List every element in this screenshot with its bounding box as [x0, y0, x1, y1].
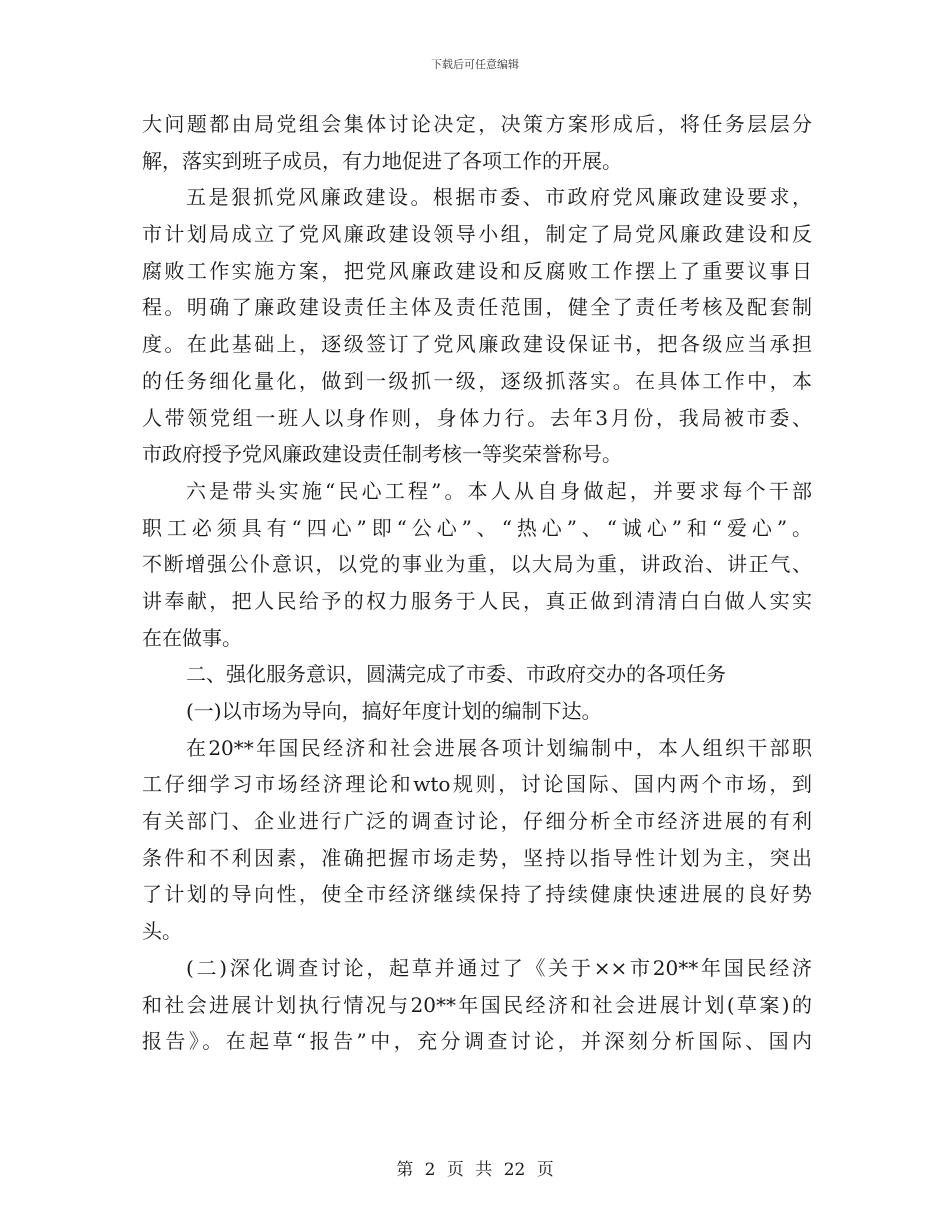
- text-line: 了计划的导向性，使全市经济继续保持了持续健康快速进展的良好势: [142, 882, 812, 907]
- text-line: 人带领党组一班人以身作则，身体力行。去年3月份，我局被市委、: [142, 405, 812, 430]
- text-line: 腐败工作实施方案，把党风廉政建设和反腐败工作摆上了重要议事日: [142, 258, 812, 283]
- text-line: 五是狠抓党风廉政建设。根据市委、市政府党风廉政建设要求，: [186, 185, 812, 210]
- text-line: 二、强化服务意识，圆满完成了市委、市政府交办的各项任务: [186, 662, 726, 687]
- text-line: 不断增强公仆意识，以党的事业为重，以大局为重，讲政治、讲正气、: [142, 552, 812, 577]
- text-line: 条件和不利因素，准确把握市场走势，坚持以指导性计划为主，突出: [142, 845, 812, 870]
- text-line: 的任务细化量化，做到一级抓一级，逐级抓落实。在具体工作中，本: [142, 368, 812, 393]
- text-line: 报告》。在起草“报告”中，充分调查讨论，并深刻分析国际、国内: [142, 1029, 812, 1054]
- text-line: 解，落实到班子成员，有力地促进了各项工作的开展。: [142, 148, 622, 173]
- text-line: 程。明确了廉政建设责任主体及责任范围，健全了责任考核及配套制: [142, 295, 812, 320]
- text-line: 在在做事。: [142, 625, 242, 650]
- text-line: 职工必须具有“四心”即“公心”、“热心”、“诚心”和“爱心”。: [142, 515, 812, 540]
- text-line: 讲奉献，把人民给予的权力服务于人民，真正做到清清白白做人实实: [142, 588, 812, 613]
- document-body: [142, 106, 812, 1060]
- text-line: (一)以市场为导向，搞好年度计划的编制下达。: [186, 699, 602, 723]
- text-line: (二)深化调查讨论，起草并通过了《关于××市20**年国民经济: [186, 955, 812, 980]
- text-line: 有关部门、企业进行广泛的调查讨论，仔细分析全市经济进展的有利: [142, 809, 812, 834]
- text-line: 头。: [142, 919, 182, 944]
- page-footer: 第 2 页 共 22 页: [396, 1160, 554, 1180]
- text-line: 六是带头实施“民心工程”。本人从自身做起，并要求每个干部: [186, 478, 812, 503]
- text-line: 在20**年国民经济和社会进展各项计划编制中，本人组织干部职: [186, 735, 812, 760]
- page-header: 下载后可任意编辑: [431, 58, 519, 71]
- text-line: 市计划局成立了党风廉政建设领导小组，制定了局党风廉政建设和反: [142, 222, 812, 247]
- text-line: 大问题都由局党组会集体讨论决定，决策方案形成后，将任务层层分: [142, 112, 812, 136]
- text-line: 度。在此基础上，逐级签订了党风廉政建设保证书，把各级应当承担: [142, 332, 812, 357]
- text-line: 和社会进展计划执行情况与20**年国民经济和社会进展计划(草案)的: [142, 992, 812, 1017]
- text-line: 工仔细学习市场经济理论和wto规则，讨论国际、国内两个市场，到: [142, 772, 812, 797]
- text-line: 市政府授予党风廉政建设责任制考核一等奖荣誉称号。: [142, 442, 622, 467]
